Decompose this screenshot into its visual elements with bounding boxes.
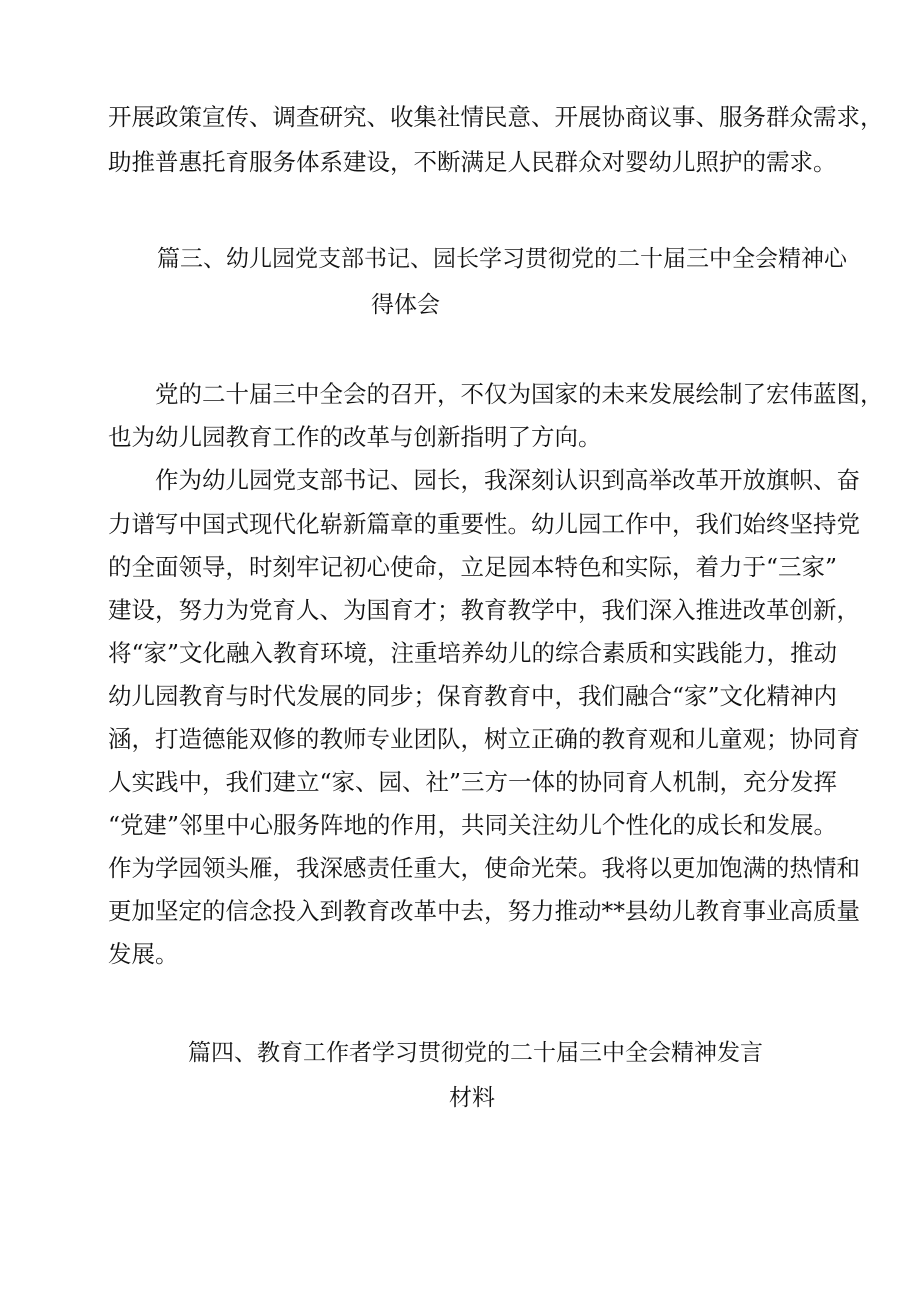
section3-para2-line7: 涵，打造德能双修的教师专业团队，树立正确的教育观和儿童观；协同育: [108, 725, 860, 753]
section3-para2-line3: 的全面领导，时刻牢记初心使命，立足园本特色和实际，着力于“三家”: [108, 553, 838, 581]
section4-title-line1: 篇四、教育工作者学习贯彻党的二十届三中全会精神发言: [188, 1040, 763, 1066]
section3-title-line1: 篇三、幼儿园党支部书记、园长学习贯彻党的二十届三中全会精神心: [157, 246, 847, 272]
section3-para1-line1: 党的二十届三中全会的召开，不仅为国家的未来发展绘制了宏伟蓝图，: [155, 380, 884, 408]
section3-para2-line2: 力谱写中国式现代化崭新篇章的重要性。幼儿园工作中，我们始终坚持党: [108, 510, 860, 538]
section3-para2-line5: 将“家”文化融入教育环境，注重培养幼儿的综合素质和实践能力，推动: [108, 639, 838, 667]
section3-para2-line11: 更加坚定的信念投入到教育改革中去，努力推动**县幼儿教育事业高质量: [108, 897, 860, 925]
intro-line-2: 助推普惠托育服务体系建设，不断满足人民群众对婴幼儿照护的需求。: [108, 148, 837, 176]
section3-para2-line1: 作为幼儿园党支部书记、园长，我深刻认识到高举改革开放旗帜、奋: [155, 466, 860, 494]
section3-para2-line6: 幼儿园教育与时代发展的同步；保育教育中，我们融合“家”文化精神内: [108, 682, 838, 710]
intro-line-1: 开展政策宣传、调查研究、收集社情民意、开展协商议事、服务群众需求，: [108, 103, 884, 131]
section4-title-line2: 材料: [449, 1085, 495, 1111]
section3-para2-line12: 发展。: [108, 940, 179, 968]
section3-para1-line2: 也为幼儿园教育工作的改革与创新指明了方向。: [108, 423, 602, 451]
section3-para2-line8: 人实践中，我们建立“家、园、社”三方一体的协同育人机制，充分发挥: [108, 768, 838, 796]
section3-title-line2: 得体会: [371, 292, 440, 318]
section3-para2-line4: 建设，努力为党育人、为国育才；教育教学中，我们深入推进改革创新，: [108, 596, 860, 624]
section3-para2-line10: 作为学园领头雁，我深感责任重大，使命光荣。我将以更加饱满的热情和: [108, 854, 860, 882]
section3-para2-line9: “党建”邻里中心服务阵地的作用，共同关注幼儿个性化的成长和发展。: [108, 811, 838, 839]
